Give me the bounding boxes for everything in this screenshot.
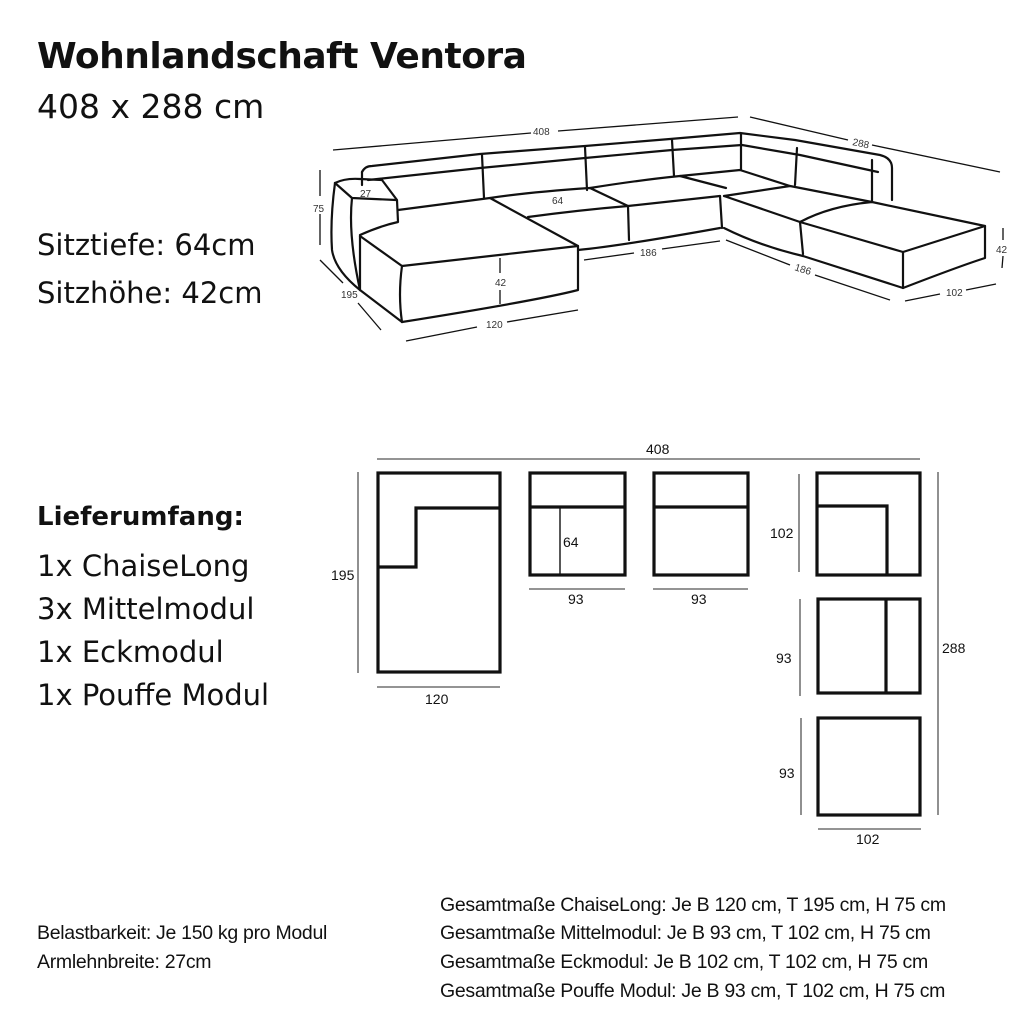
iso-dim-seat-height-left: 42 xyxy=(495,278,507,289)
scope-item-middle: 3x Mittelmodul xyxy=(37,592,255,626)
iso-dim-side-run: 186 xyxy=(793,262,813,279)
iso-dim-seat-depth: 64 xyxy=(552,196,564,207)
scope-item-chaise: 1x ChaiseLong xyxy=(37,549,250,583)
plan-dim-chaise-depth: 195 xyxy=(331,567,355,583)
iso-dim-total-width: 408 xyxy=(533,127,550,138)
dims-corner: Gesamtmaße Eckmodul: Je B 102 cm, T 102 cm, H 75 cm xyxy=(440,951,928,973)
dims-pouffe: Gesamtmaße Pouffe Modul: Je B 93 cm, T 102 cm, H 75 cm xyxy=(440,980,946,1002)
page-title: Wohnlandschaft Ventora xyxy=(37,36,527,77)
plan-dim-middle1-width: 93 xyxy=(568,591,584,607)
seat-height-spec: Sitzhöhe: 42cm xyxy=(37,276,263,310)
plan-dim-total-width: 408 xyxy=(646,441,670,457)
plan-dim-pouffe-width: 102 xyxy=(856,831,880,847)
plan-dim-chaise-width: 120 xyxy=(425,691,449,707)
plan-dim-middle2-width: 93 xyxy=(691,591,707,607)
plan-dim-corner-depth: 102 xyxy=(770,525,794,541)
overall-dimensions: 408 x 288 cm xyxy=(37,87,265,126)
iso-dim-chaise-width: 120 xyxy=(486,320,503,331)
scope-item-pouffe: 1x Pouffe Modul xyxy=(37,678,270,712)
seat-depth-spec: Sitztiefe: 64cm xyxy=(37,228,256,262)
iso-dim-total-depth: 288 xyxy=(851,137,870,152)
load-capacity: Belastbarkeit: Je 150 kg pro Modul xyxy=(37,922,328,944)
iso-dim-armrest: 27 xyxy=(360,189,372,200)
scope-item-corner: 1x Eckmodul xyxy=(37,635,224,669)
plan-dim-pouffe-depth: 93 xyxy=(779,765,795,781)
iso-dim-pouffe-width: 102 xyxy=(946,288,963,299)
plan-dim-total-depth: 288 xyxy=(942,640,966,656)
iso-dim-height: 75 xyxy=(313,204,325,215)
plan-dim-middle3-depth: 93 xyxy=(776,650,792,666)
delivery-scope-heading: Lieferumfang: xyxy=(37,502,244,532)
dims-middle: Gesamtmaße Mittelmodul: Je B 93 cm, T 102 cm, H 75 cm xyxy=(440,922,931,944)
armrest-width: Armlehnbreite: 27cm xyxy=(37,951,212,973)
dims-chaise: Gesamtmaße ChaiseLong: Je B 120 cm, T 195 cm, H 75 cm xyxy=(440,894,946,916)
iso-dim-middle-run: 186 xyxy=(640,248,657,259)
plan-dim-seat-depth: 64 xyxy=(563,534,579,550)
iso-dim-chaise-depth: 195 xyxy=(341,290,358,301)
iso-dim-seat-height-right: 42 xyxy=(996,245,1008,256)
